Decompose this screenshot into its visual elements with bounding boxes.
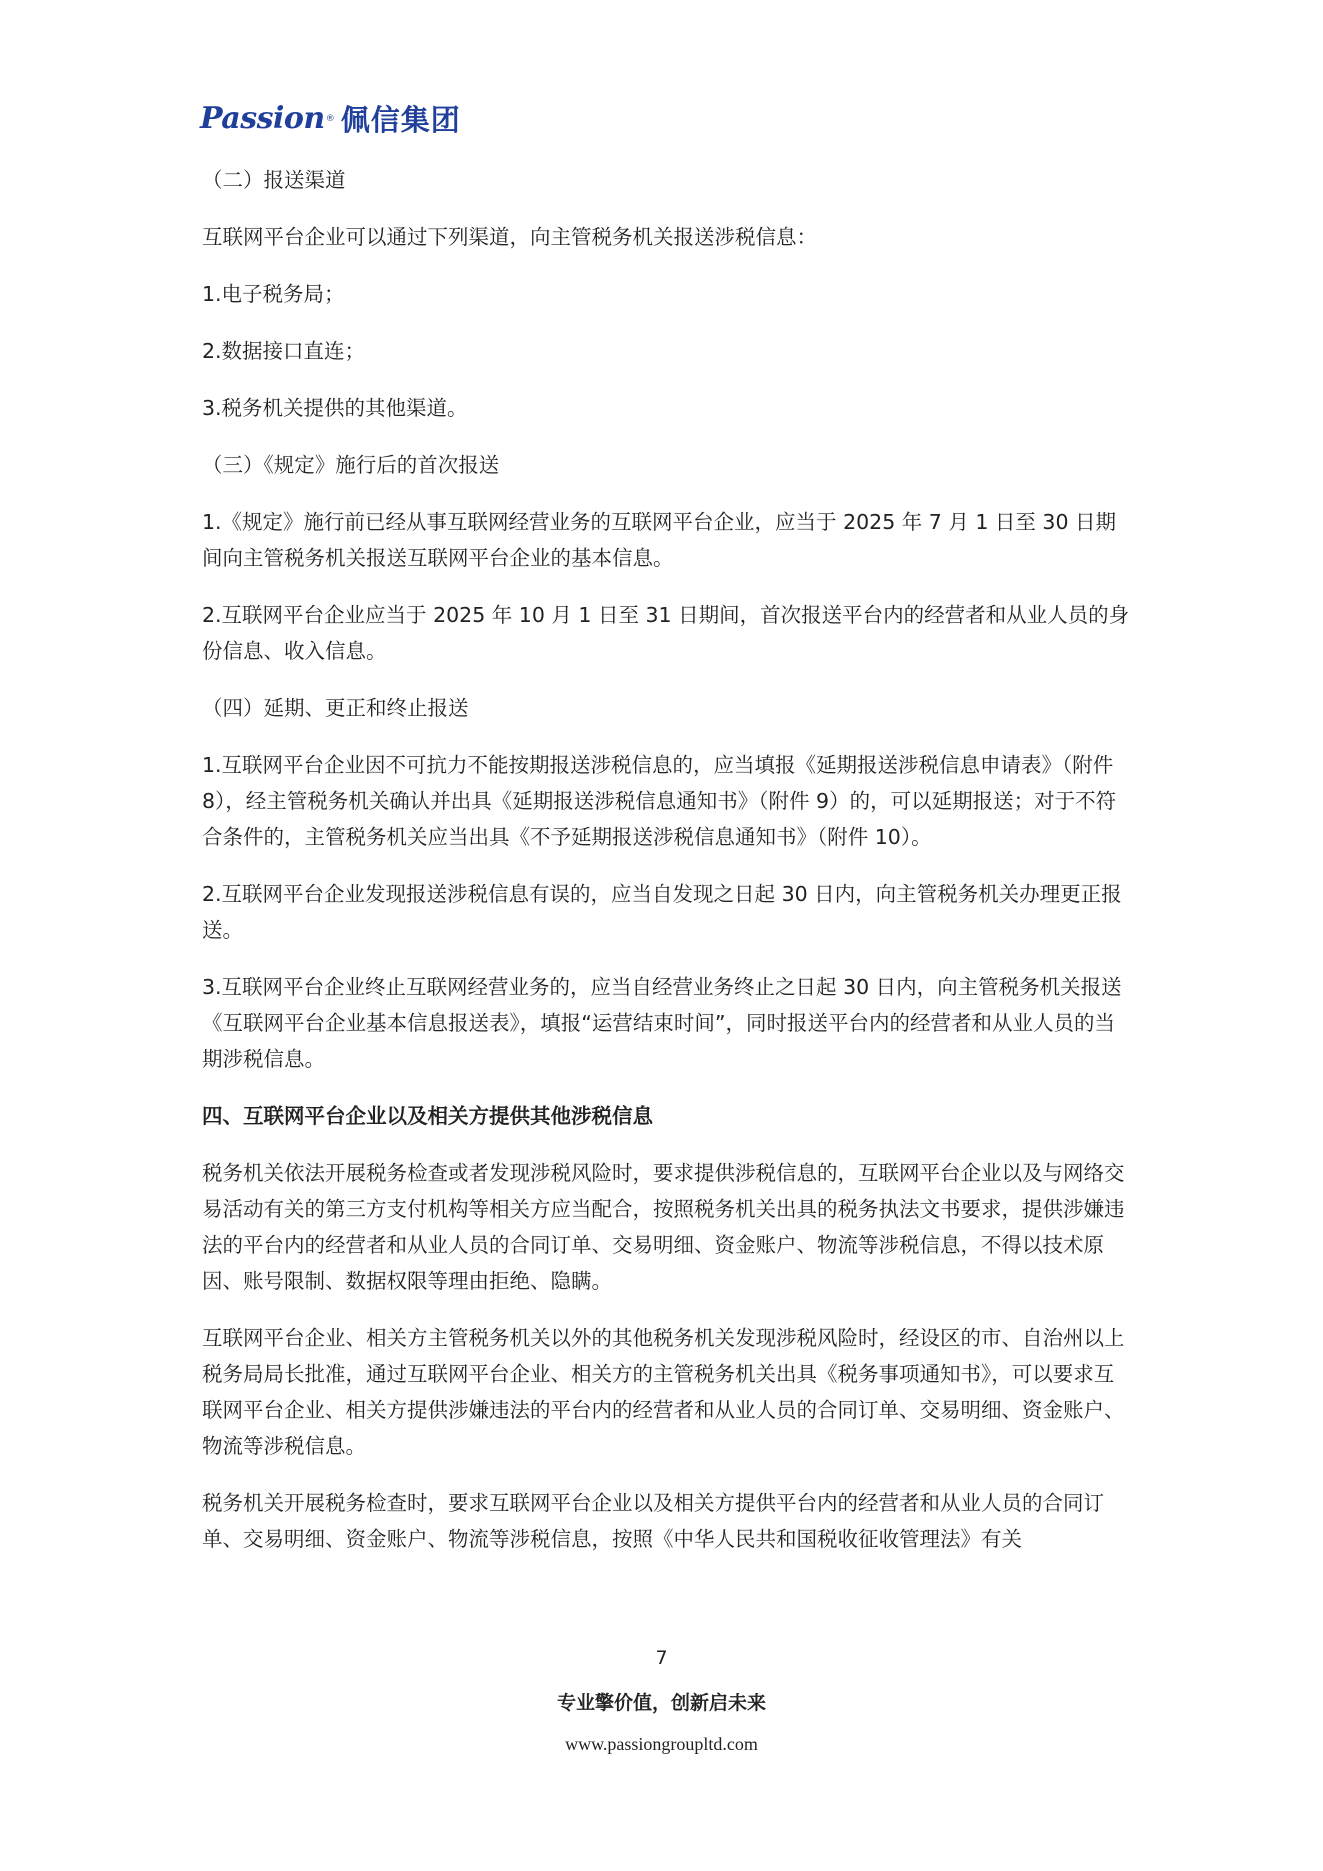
logo-chinese-text: 佩信集团 [340,103,461,137]
section-heading-channels: （二）报送渠道 [202,168,346,192]
footer-website: www.passiongroupltd.com [565,1734,758,1754]
paragraph: 3.互联网平台企业终止互联网经营业务的，应当自经营业务终止之日起 30 日内，向主管税务机关报送《互联网平台企业基本信息报送表》，填报“运营结束时间”，同时报送平台内的经营者和从业人员的当期涉税信息。 [202,975,1122,1071]
paragraph: 1.《规定》施行前已经从事互联网经营业务的互联网平台企业，应当于 2025 年 7 月 1 日至 30 日期间向主管税务机关报送互联网平台企业的基本信息。 [202,510,1117,570]
paragraph: 税务机关依法开展税务检查或者发现涉税风险时，要求提供涉税信息的，互联网平台企业以及与网络交易活动有关的第三方支付机构等相关方应当配合，按照税务机关出具的税务执法文书要求，提供涉嫌违法的平台内的经营者和从业人员的合同订单、交易明细、资金账户、物流等涉税信息，不得以技术原因、账号限制、数据权限等理由拒绝、隐瞒。 [202,1161,1125,1293]
paragraph: 2.互联网平台企业应当于 2025 年 10 月 1 日至 31 日期间，首次报送平台内的经营者和从业人员的身份信息、收入信息。 [202,603,1130,663]
list-item: 2.数据接口直连； [202,339,366,363]
section-heading-first-report: （三）《规定》施行后的首次报送 [202,453,500,477]
logo-registered-mark: ® [325,113,335,124]
list-item: 3.税务机关提供的其他渠道。 [202,396,468,420]
paragraph: 互联网平台企业可以通过下列渠道，向主管税务机关报送涉税信息： [202,225,817,249]
page-number: 7 [655,1647,668,1669]
section-heading-other-info: 四、互联网平台企业以及相关方提供其他涉税信息 [202,1104,653,1128]
section-heading-extension: （四）延期、更正和终止报送 [202,696,469,720]
paragraph: 互联网平台企业、相关方主管税务机关以外的其他税务机关发现涉税风险时，经设区的市、自治州以上税务局局长批准，通过互联网平台企业、相关方的主管税务机关出具《税务事项通知书》，可以要求互联网平台企业、相关方提供涉嫌违法的平台内的经营者和从业人员的合同订单、交易明细、资金账户、物流等涉税信息。 [202,1326,1125,1458]
list-item: 1.电子税务局； [202,282,345,306]
paragraph: 税务机关开展税务检查时，要求互联网平台企业以及相关方提供平台内的经营者和从业人员的合同订单、交易明细、资金账户、物流等涉税信息，按照《中华人民共和国税收征收管理法》有关 [202,1491,1104,1551]
paragraph: 2.互联网平台企业发现报送涉税信息有误的，应当自发现之日起 30 日内，向主管税务机关办理更正报送。 [202,882,1122,942]
company-logo [200,98,461,139]
logo-latin-text: Passion [200,101,325,136]
document-body [202,162,1132,1578]
footer-slogan: 专业擎价值，创新启未来 [556,1692,766,1714]
paragraph: 1.互联网平台企业因不可抗力不能按期报送涉税信息的，应当填报《延期报送涉税信息申请表》（附件 8），经主管税务机关确认并出具《延期报送涉税信息通知书》（附件 9）的，可以延期报送；对于不符合条件的，主管税务机关应当出具《不予延期报送涉税信息通知书》（附件 10）。 [202,753,1117,849]
